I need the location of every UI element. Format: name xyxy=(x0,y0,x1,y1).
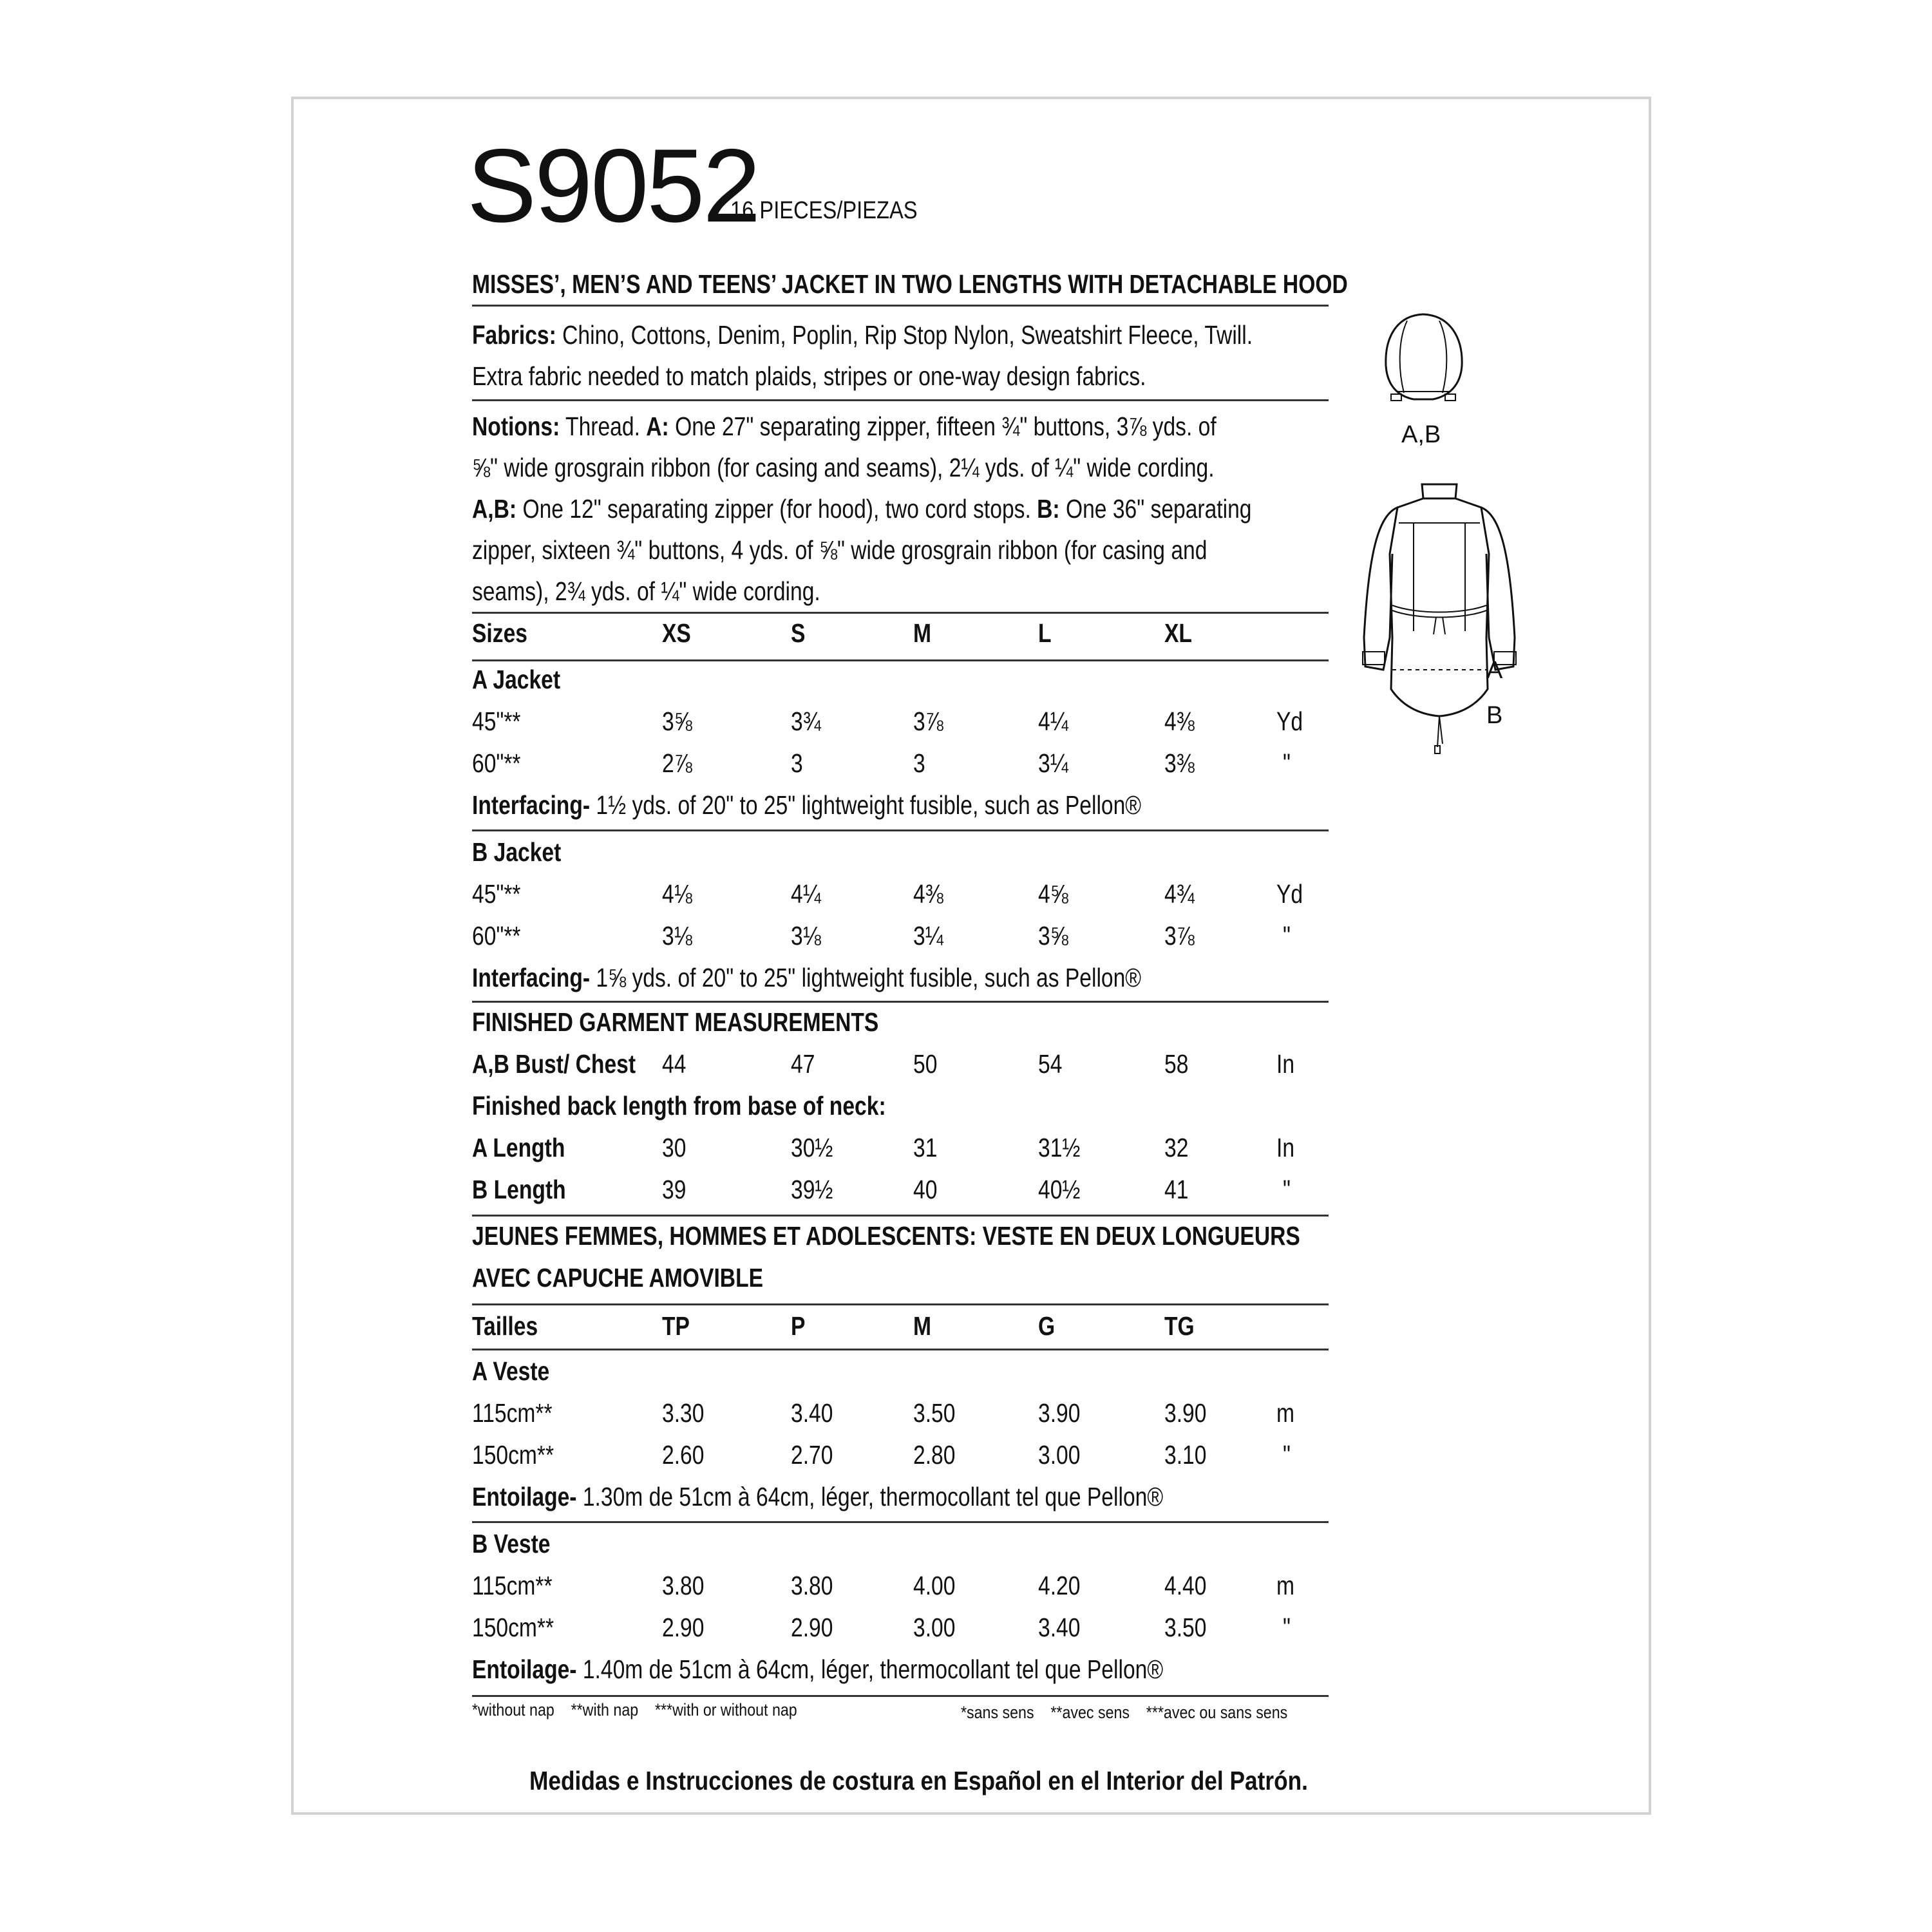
b-veste-heading: B Veste xyxy=(472,1529,551,1558)
bust-row: A,B Bust/ Chest 44 47 50 54 58 In xyxy=(472,1049,1295,1079)
view-b-label: B xyxy=(1486,702,1503,729)
fabrics-label: Fabrics: xyxy=(472,320,556,350)
divider xyxy=(472,1521,1329,1523)
hood-icon xyxy=(1378,309,1468,406)
notions-line-5: seams), 2¾ yds. of ¼" wide cording. xyxy=(472,576,820,606)
finished-measurements-heading: FINISHED GARMENT MEASUREMENTS xyxy=(472,1007,879,1037)
b-length-row: B Length 39 39½ 40 40½ 41 " xyxy=(472,1175,1291,1204)
notions-line-3: A,B: One 12" separating zipper (for hood), two cord stops. B: One 36" separating xyxy=(472,494,1252,524)
french-title-line-1: JEUNES FEMMES, HOMMES ET ADOLESCENTS: VESTE EN DEUX LONGUEURS xyxy=(472,1221,1300,1251)
fabrics-line-2: Extra fabric needed to match plaids, stripes or one-way design fabrics. xyxy=(472,361,1146,391)
fabrics-line-1 xyxy=(472,314,1253,355)
entoilage-row: Entoilage- 1.40m de 51cm à 64cm, léger, thermocollant tel que Pellon® xyxy=(472,1654,1164,1684)
spanish-note: Medidas e Instrucciones de costura en Español en el Interior del Patrón. xyxy=(529,1766,1308,1795)
divider xyxy=(472,1695,1329,1697)
back-length-heading: Finished back length from base of neck: xyxy=(472,1091,886,1121)
table-row: 150cm** 2.90 2.90 3.00 3.40 3.50 " xyxy=(472,1613,1291,1642)
a-veste-heading: A Veste xyxy=(472,1356,550,1386)
notions-line-1: Notions: Thread. A: One 27" separating zipper, fifteen ¾" buttons, 3⅞ yds. of xyxy=(472,412,1217,441)
divider xyxy=(472,1215,1329,1217)
jacket-back-view-icon xyxy=(1346,477,1533,799)
table-row: 115cm** 3.30 3.40 3.50 3.90 3.90 m xyxy=(472,1398,1295,1428)
a-length-row: A Length 30 30½ 31 31½ 32 In xyxy=(472,1133,1295,1162)
table-row: 150cm** 2.60 2.70 2.80 3.00 3.10 " xyxy=(472,1440,1291,1470)
table-row: 60"** 2⅞ 3 3 3¼ 3⅜ " xyxy=(472,748,1291,778)
french-footnote: *sans sens **avec sens ***avec ou sans sens xyxy=(961,1703,1288,1722)
notions-label: Notions: xyxy=(472,412,560,441)
tailles-header-row: Tailles TP P M G TG xyxy=(472,1311,1195,1341)
divider xyxy=(472,305,1329,307)
piece-count: 16 PIECES/PIEZAS xyxy=(730,197,918,224)
b-jacket-heading: B Jacket xyxy=(472,837,562,867)
table-row: 45"** 4⅛ 4¼ 4⅜ 4⅝ 4¾ Yd xyxy=(472,879,1303,909)
sizes-header-row: Sizes XS S M L XL xyxy=(472,618,1192,648)
divider xyxy=(472,612,1329,614)
table-row: 60"** 3⅛ 3⅛ 3¼ 3⅝ 3⅞ " xyxy=(472,921,1291,951)
hood-label: A,B xyxy=(1401,421,1441,448)
divider xyxy=(472,829,1329,831)
pattern-title: MISSES’, MEN’S AND TEENS’ JACKET IN TWO LENGTHS WITH DETACHABLE HOOD xyxy=(472,269,1348,299)
table-row: 115cm** 3.80 3.80 4.00 4.20 4.40 m xyxy=(472,1571,1295,1600)
divider xyxy=(472,1349,1329,1350)
fabrics-text: Chino, Cottons, Denim, Poplin, Rip Stop Nylon, Sweatshirt Fleece, Twill. xyxy=(556,320,1253,350)
divider xyxy=(472,1303,1329,1305)
entoilage-row: Entoilage- 1.30m de 51cm à 64cm, léger, thermocollant tel que Pellon® xyxy=(472,1482,1164,1511)
english-footnote: *without nap **with nap ***with or without nap xyxy=(472,1700,797,1719)
divider xyxy=(472,659,1329,661)
interfacing-row: Interfacing- 1½ yds. of 20" to 25" lightweight fusible, such as Pellon® xyxy=(472,790,1142,820)
table-row: 45"** 3⅝ 3¾ 3⅞ 4¼ 4⅜ Yd xyxy=(472,706,1303,736)
notions-line-4: zipper, sixteen ¾" buttons, 4 yds. of ⅝" wide grosgrain ribbon (for casing and xyxy=(472,535,1208,565)
a-jacket-heading: A Jacket xyxy=(472,665,561,694)
notions-line-2: ⅝" wide grosgrain ribbon (for casing and seams), 2¼ yds. of ¼" wide cording. xyxy=(472,453,1215,482)
divider xyxy=(472,1001,1329,1003)
pattern-number: S9052 xyxy=(467,128,759,244)
interfacing-row: Interfacing- 1⅝ yds. of 20" to 25" lightweight fusible, such as Pellon® xyxy=(472,963,1142,992)
french-title-line-2: AVEC CAPUCHE AMOVIBLE xyxy=(472,1263,764,1293)
view-a-label: A xyxy=(1486,657,1503,684)
divider xyxy=(472,399,1329,401)
